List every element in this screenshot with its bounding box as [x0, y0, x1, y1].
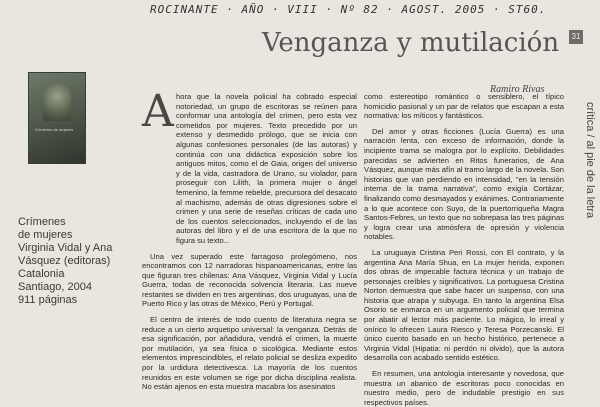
article-column-2	[364, 92, 564, 407]
paragraph: como estereotipo romántico o sensiblero, el típico homicidio pasional y un par de relatos que escapan a esta normativa: los míticos y fantásticos.	[364, 92, 564, 121]
article-column-1	[142, 86, 357, 403]
paragraph: Una vez superado este farragoso prolegómeno, nos encontramos con 12 narradoras hispanoamericanas, entre las que figuran tres chilenas: Ana Vásquez, Virginia Vidal y Lucía Guerra, todas de reconocida solvencia literaria. Las nueve restantes se dividen en tres argentinas, dos uruguayas, una de Puerto Rico y las otras de México, Perú y Portugal.	[142, 251, 357, 309]
paragraph: La uruguaya Cristina Peri Rossi, con El contrato, y la argentina Ana María Shua, en La mujer herida, exponen dos obras de impecable factura técnica y un trabajo de personajes creíbles y significativos. La portuguesa Cristina Norton demuestra que sabe hacer un suspenso, con una historia que atrapa y subyuga. En tanto la argentina Elsa Osorio se enmarca en un argumento policial que termina por abatir al lector más paciente. Lo mágico, lo irreal y onírico lo ofrecen Laura Riesco y Teresa Porzecanski. El único cuento basado en un hecho histórico, pertenece a Virginia Vidal (Hipatia: ni perdón ni olvido), que la autora desarrolla con acabado sentido estético.	[364, 247, 564, 363]
book-info-line: Vásquez (editoras)	[18, 255, 111, 267]
book-info	[18, 216, 133, 307]
paragraph: Del amor y otras ficciones (Lucía Guerra) es una narración lenta, con exceso de información, donde la incipiente trama se malogra por lo explícito. Debilidades parecidas se advierten en Ritos funerarios, de Ana Vásquez, aunque más afín al tramo largo de la novela. Son historias que van perdiendo en intensidad, "en la tensión interna de la trama narrativa", como exigía Cortázar, finalizando como desmayados y exánimes. Contrariamente a lo que acontece con Suyo, de la puertorriqueña Magra Santos-Febres, un texto que no sobrepasa las tres páginas y logra crear una atmósfera de opresión y violencia notables.	[364, 126, 564, 242]
drop-cap: A	[142, 86, 174, 137]
article-author: Ramiro Rivas	[490, 84, 545, 95]
paragraph: El centro de interés de todo cuento de literatura negra se reduce a un cierto arquetipo universal: la venganza. Detrás de esa significación, por añadidura, vendrá el crimen, la muerte por mutilación, ya sea física o sicológica. Mediante estos elementos imprescindibles, el relato policial se desliza expedito por la urdidura detectivesca. La mayoría de los cuentos reunidos en este volumen se rige por dicha disciplina realista. No están ajenos en esta muestra macabra los asesinatos	[142, 315, 357, 392]
cover-figure	[43, 83, 71, 121]
paragraph: hora que la novela policial ha cobrado especial notoriedad, un grupo de escritoras se reúnen para conformar una antología del crimen, pero esta vez cometidos por mujeres. Texto precedido por un extenso y desmedido prólogo, que se inicia con algunas confesiones personales (de las autoras) y continúa con una didáctica exposición sobre los antiguos mitos, como el de Gaia, origen del universo y de la vida, castradora de Urano, su violador, para proseguir con Lilith, la primera mujer o ángel femenino, la femme rebelde, precursora del desacato al machismo, además de otras digresiones sobre el crimen y una serie de reseñas críticas de cada uno de los cuentos seleccionados, incluyendo el de las autoras del libro y el de una escritora de la que no figura su texto...	[176, 92, 357, 245]
book-info-line: de mujeres	[18, 229, 73, 241]
article-title: Venganza y mutilación	[262, 28, 560, 58]
section-label: crítica / al pie de la letra	[584, 102, 596, 219]
paragraph: En resumen, una antología interesante y novedosa, que muestra un abanico de escritoras poco conocidas en nuestro medio, pero de indudable prestigio en sus respectivos países.	[364, 369, 564, 407]
book-info-line: 911 páginas	[18, 294, 78, 306]
cover-title: Crímenes de mujeres	[35, 127, 74, 132]
handwritten-annotation: ROCINANTE · AÑO · VIII · Nº 82 · AGOST. 2005 · ST60.	[150, 3, 547, 16]
book-info-line: Crímenes	[18, 216, 66, 228]
book-cover-image	[28, 72, 86, 164]
book-info-line: Santiago, 2004	[18, 281, 93, 293]
book-info-line: Virginia Vidal y Ana	[18, 242, 113, 254]
page-number: 31	[569, 30, 583, 44]
book-info-line: Catalonia	[18, 268, 65, 280]
